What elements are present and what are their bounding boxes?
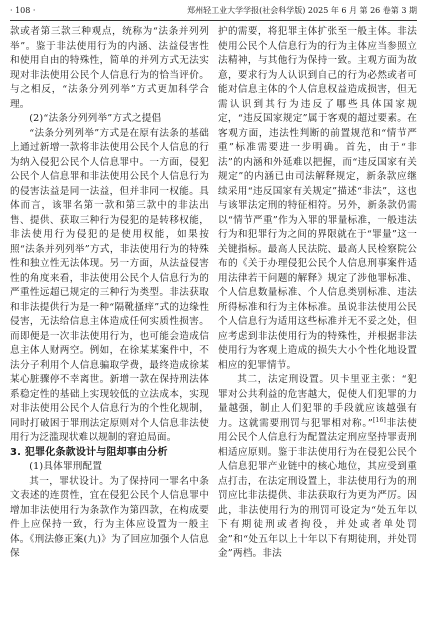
journal-title: 郑州轻工业大学学报(社会科学版) 2025 年 6 月 第 26 卷第 3 期: [187, 6, 417, 15]
body-paragraph: 其一，罪状设计。为了保持同一罪名中条文表述的连贯性，宜在侵犯公民个人信息罪中增加非法使用行为条款作为第四款，在构成要件上应保持一致，行为主体应设置为一般主体。《刑法修正案(九)》为了回应加强个人信息保: [10, 475, 209, 559]
left-column: [10, 25, 209, 631]
page-header: [10, 4, 417, 18]
body-paragraph: 款或者第三款三种观点，统称为“法条并列列举”。鉴于非法使用行为的内涵、法益侵害性和使用自由的特殊性，简单的并列方式无法实现对非法使用公民个人信息行为的恰当评价。与之相反，“法条分列列举”方式更加科学合理。: [10, 26, 209, 110]
body-paragraph: 其二，法定刑设置。贝卡里亚主张：“犯罪对公共利益的危害越大，促使人们犯罪的力量越强，制止人们犯罪的手段就应该越强有力。这就需要刑罚与犯罪相对称。”[16]非法使用公民个人信息行为配置法定刑应坚持罪责刑相适应原则。鉴于非法使用行为在侵犯公民个人信息犯罪产业链中的核心地位，其应受到重点打击，在法定刑设置上，非法使用行为的刑罚应比非法提供、非法获取行为更为严厉。因此，非法使用行为的刑罚可设定为“处五年以下有期徒刑或者拘役，并处或者单处罚金”和“处五年以上十年以下有期徒刑，并处罚金”两档。非法: [218, 374, 417, 559]
header-rule: [10, 20, 417, 21]
subsection-heading: (2)“法条分列列举”方式之提倡: [29, 113, 162, 124]
page-number: · 108 ·: [10, 6, 36, 15]
section-heading: 3. 犯罪化条款设计与阻却事由分析: [10, 446, 168, 458]
subsection-heading: (1)具体罪刑配置: [29, 461, 103, 472]
body-paragraph: “法条分列列举”方式是在原有法条的基础上通过新增一款将非法使用公民个人信息的行为纳入侵犯公民个人信息罪中。一方面，侵犯公民个人信息罪和非法使用公民个人信息行为的侵害法益是同一法益，但并非同一权能。具体而言，该罪名第一款和第三款中的非法出售、提供、获取三种行为侵犯的是转移权能，非法使用行为侵犯的是使用权能，如果按照“法条并列列举”方式，非法使用行为的特殊性和独立性无法体现。另一方面，从法益侵害性的角度来看，非法使用公民个人信息行为的严重性远超已规定的三种行为类型。非法获取和非法提供行为是一种“隔靴搔痒”式的边缘性侵害，无法给信息主体造成任何实质性损害。而即便是一次非法使用行为，也可能会造成信息主体人财两空。例如，在徐某某案件中，不法分子利用个人信息骗取学费，最终造成徐某某心脏骤停不幸离世。新增一款在保持刑法体系稳定性的基础上实现较低的立法成本，实现对非法使用公民个人信息行为的个性化规制，同时打破困于罪刑法定原则对个人信息非法使用行为泛滥现状难以规制的窘迫局面。: [10, 127, 209, 443]
body-paragraph: 护的需要，将犯罪主体扩张至一般主体。非法使用公民个人信息行为的行为主体应当参照立法精神，与其他行为保持一致。主观方面为故意，要求行为人认识到自己的行为必然或者可能对信息主体的个人信息权益造成损害，但无需认识到其行为违反了哪些具体国家规定，“违反国家规定”属于客观的超过要素。在客观方面，违法性判断的前置规范和“情节严重”标准需要进一步明确。首先，由于“非法”的内涵和外延难以把握，而“违反国家有关规定”的内涵已由司法解释规定，新条款应继续采用“违反国家有关规定”描述“非法”，这也与该罪法定刑的特征相符。另外，新条款仍需以“情节严重”作为入罪的罪量标准，一般违法行为和犯罪行为之间的界限就在于“罪量”这一关键指标。最高人民法院、最高人民检察院公布的《关于办理侵犯公民个人信息刑事案件适用法律若干问题的解释》规定了涉他罪标准、个人信息数量标准、个人信息类别标准、违法所得标准和行为主体标准。虽说非法使用公民个人信息行为适用这些标准并无不妥之处，但应考虑到非法使用行为的特殊性，并根据非法使用行为客观上造成的损失大小个性化地设置相应的犯罪情节。: [218, 26, 417, 371]
right-column: [218, 25, 417, 631]
